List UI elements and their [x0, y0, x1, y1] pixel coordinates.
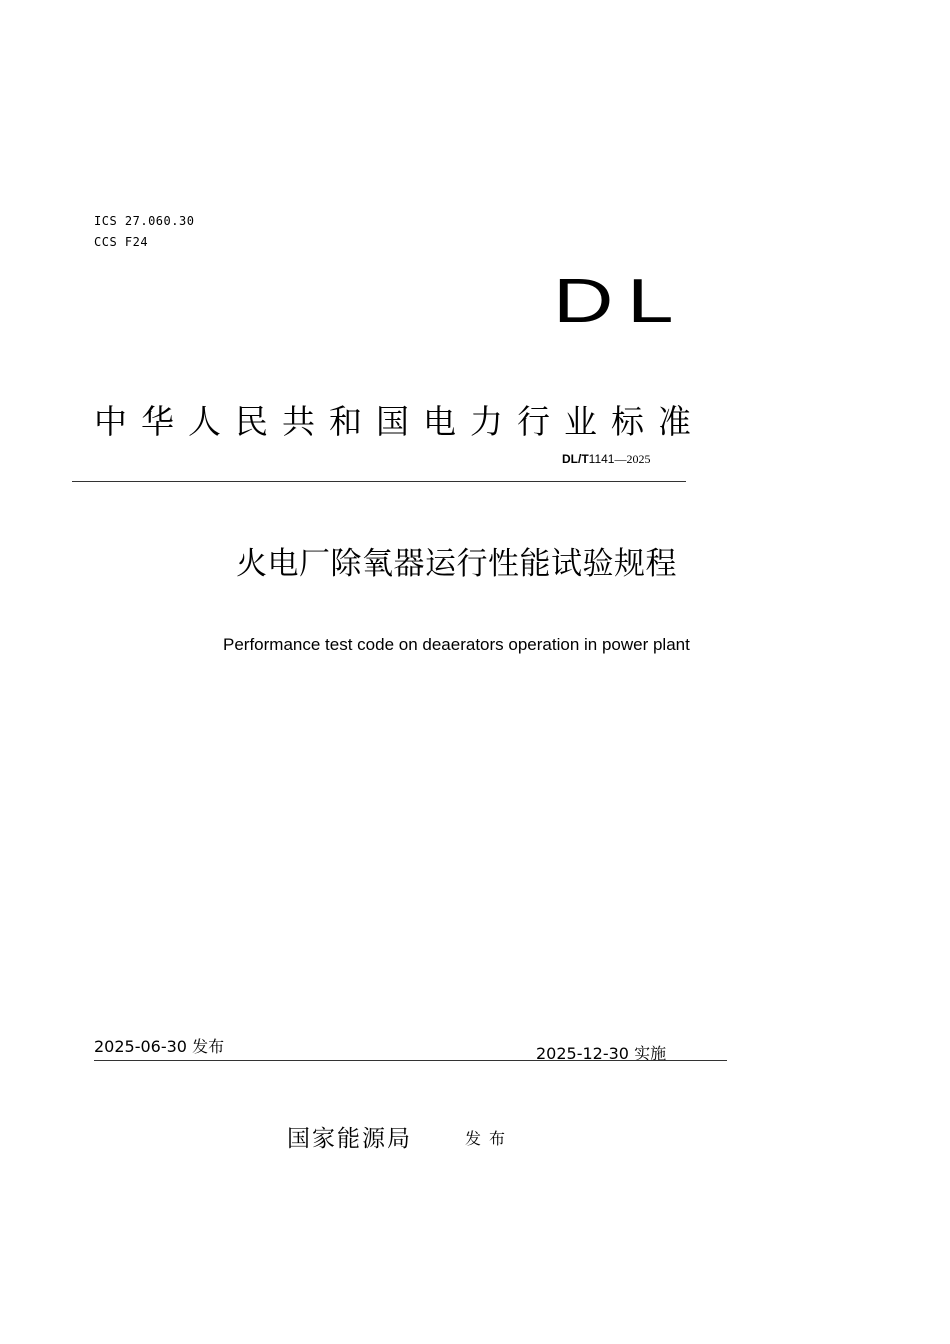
publish-date: 2025-06-30 发布: [94, 1037, 225, 1056]
effective-date: 2025-12-30 实施: [536, 1044, 667, 1063]
document-title-chinese: 火电厂除氧器运行性能试验规程: [236, 546, 677, 582]
ics-code: ICS 27.060.30: [94, 214, 195, 228]
ccs-code: CCS F24: [94, 235, 149, 249]
issue-label: 发布: [465, 1129, 514, 1148]
footer-divider: [94, 1060, 727, 1061]
document-title-english: Performance test code on deaerators operation in power plant: [223, 635, 690, 654]
dl-logo: DL: [553, 267, 688, 336]
standard-code-year: —2025: [614, 452, 651, 466]
standard-code-prefix: DL/T: [562, 452, 589, 466]
standard-code: [562, 452, 650, 467]
header-divider: [72, 481, 686, 482]
standard-name: 中华人民共和国电力行业标准: [94, 402, 705, 441]
issuer-name: 国家能源局: [287, 1126, 412, 1152]
standard-code-number: 1141: [588, 452, 615, 466]
